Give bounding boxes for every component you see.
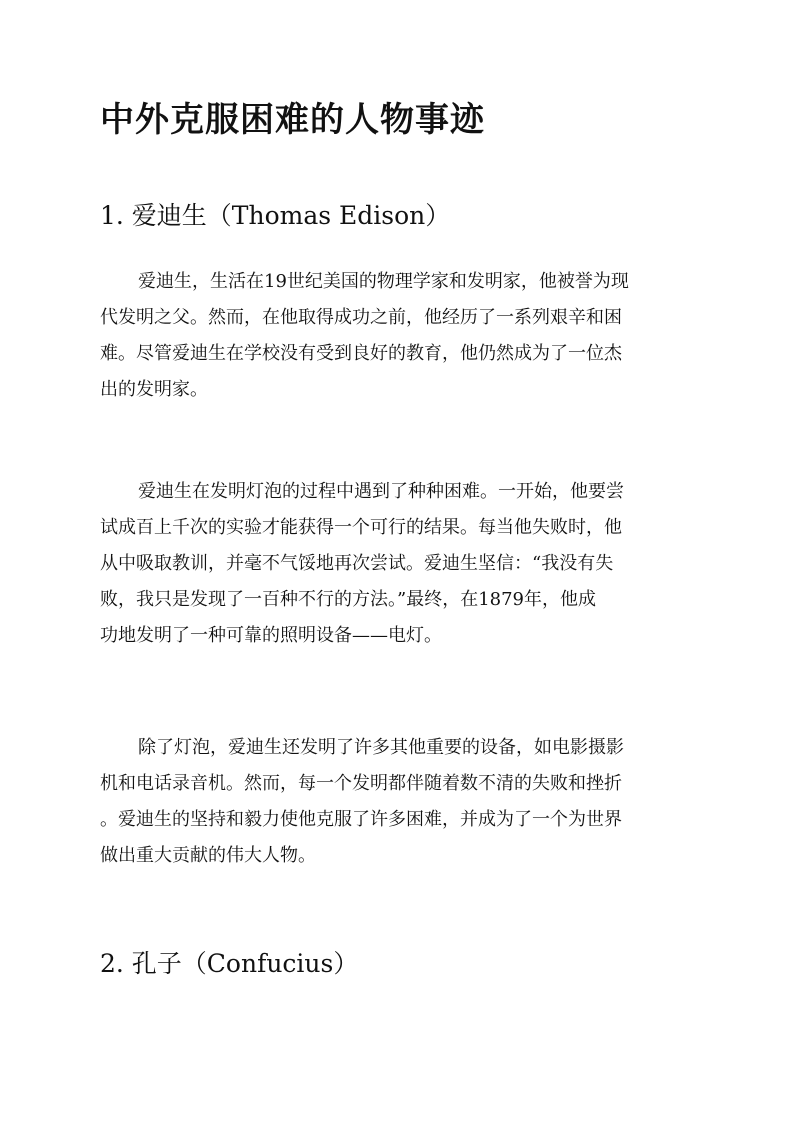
paragraph-line: 机和电话录音机。然而，每一个发明都伴随着数不清的失败和挫折	[100, 773, 622, 794]
paragraph-line: 功地发明了一种可靠的照明设备——电灯。	[100, 625, 442, 646]
paragraph-line: 难。尽管爱迪生在学校没有受到良好的教育，他仍然成为了一位杰	[100, 343, 622, 364]
paragraph-line: 爱迪生，生活在19世纪美国的物理学家和发明家，他被誉为现	[138, 271, 629, 292]
section-heading-confucius: 2. 孔子（Confucius）	[100, 949, 359, 978]
paragraph-line: 。爱迪生的坚持和毅力使他克服了许多困难，并成为了一个为世界	[100, 809, 622, 830]
document-title: 中外克服困难的人物事迹	[100, 100, 485, 140]
paragraph-line: 败，我只是发现了一百种不行的方法。”最终，在1879年，他成	[100, 589, 597, 610]
paragraph-line: 从中吸取教训，并毫不气馁地再次尝试。爱迪生坚信：“我没有失	[100, 553, 614, 574]
paragraph-edison-intro	[100, 264, 700, 408]
paragraph-edison-other-inventions	[100, 730, 700, 874]
paragraph-edison-lightbulb	[100, 474, 700, 654]
paragraph-line: 除了灯泡，爱迪生还发明了许多其他重要的设备，如电影摄影	[138, 737, 624, 758]
paragraph-line: 代发明之父。然而，在他取得成功之前，他经历了一系列艰辛和困	[100, 307, 622, 328]
paragraph-line: 出的发明家。	[100, 379, 208, 400]
paragraph-line: 做出重大贡献的伟大人物。	[100, 845, 316, 866]
section-heading-edison: 1. 爱迪生（Thomas Edison）	[100, 201, 451, 230]
paragraph-line: 试成百上千次的实验才能获得一个可行的结果。每当他失败时，他	[100, 517, 622, 538]
paragraph-line: 爱迪生在发明灯泡的过程中遇到了种种困难。一开始，他要尝	[138, 481, 624, 502]
